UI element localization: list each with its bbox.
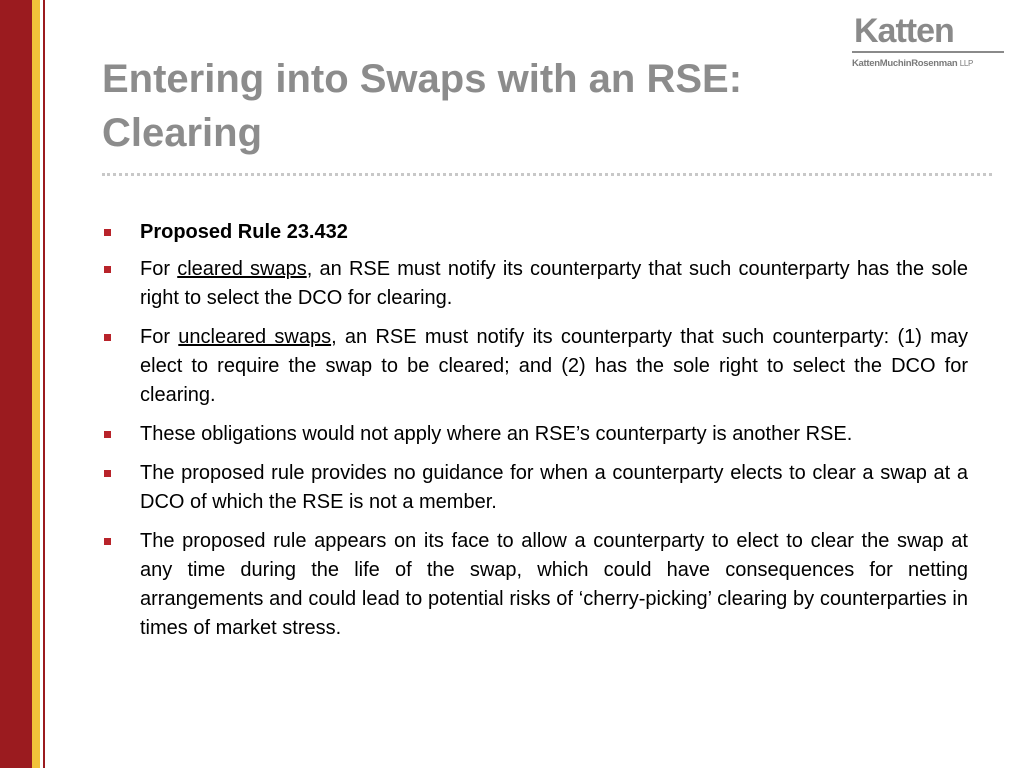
logo-subtitle-name: KattenMuchinRosenman bbox=[852, 58, 958, 69]
left-stripe-red bbox=[0, 0, 32, 768]
bullet-underlined-term: cleared swaps bbox=[177, 258, 307, 280]
bullet-heading: Proposed Rule 23.432 bbox=[140, 221, 348, 243]
square-bullet-icon bbox=[104, 229, 111, 236]
bullet-item-uncleared-swaps bbox=[104, 323, 968, 410]
bullet-text-prefix: For bbox=[140, 326, 179, 348]
bullet-item-no-guidance bbox=[104, 459, 968, 517]
bullet-item-proposed-rule bbox=[104, 218, 968, 247]
bullet-underlined-term: uncleared swaps bbox=[178, 326, 332, 348]
left-stripe-gold bbox=[32, 0, 40, 768]
bullet-text: The proposed rule appears on its face to allow a counterparty to elect to clear the swap at any time during the life of the swap, which could have consequences for netting arrangements and could lead to potential risks of ‘cherry-picking’ clearing by counterparties in times of market stress. bbox=[140, 530, 968, 639]
square-bullet-icon bbox=[104, 538, 111, 545]
slide-title-line-1: Entering into Swaps with an RSE: bbox=[102, 57, 743, 101]
bullet-text: These obligations would not apply where an RSE’s counterparty is another RSE. bbox=[140, 423, 853, 445]
logo-name: Katten bbox=[854, 12, 954, 50]
bullet-text-prefix: For bbox=[140, 258, 178, 280]
bullet-text-body: , an RSE must notify its counterparty that such counterparty has the sole right to select the DCO for clearing. bbox=[140, 258, 969, 309]
bullet-list bbox=[104, 218, 968, 653]
square-bullet-icon bbox=[104, 470, 111, 477]
square-bullet-icon bbox=[104, 334, 111, 341]
slide-title bbox=[102, 52, 842, 160]
bullet-text-body: , an RSE must notify its counterparty that such counterparty: (1) may elect to require the swap to be cleared; and (2) has the sole right to select the DCO for clearing. bbox=[140, 326, 968, 406]
bullet-item-cleared-swaps bbox=[104, 255, 968, 313]
logo-subtitle bbox=[852, 58, 1004, 69]
square-bullet-icon bbox=[104, 266, 111, 273]
square-bullet-icon bbox=[104, 431, 111, 438]
bullet-item-rse-exemption bbox=[104, 420, 968, 449]
slide-title-line-2: Clearing bbox=[102, 111, 263, 155]
logo-subtitle-suffix: LLP bbox=[959, 59, 974, 68]
logo-rule bbox=[852, 51, 1004, 53]
katten-logo bbox=[852, 12, 1004, 69]
title-divider bbox=[102, 173, 992, 176]
left-stripe-red-thin bbox=[43, 0, 45, 768]
bullet-item-cherry-picking bbox=[104, 527, 968, 643]
bullet-text: The proposed rule provides no guidance for when a counterparty elects to clear a swap at a DCO of which the RSE is not a member. bbox=[140, 462, 968, 513]
